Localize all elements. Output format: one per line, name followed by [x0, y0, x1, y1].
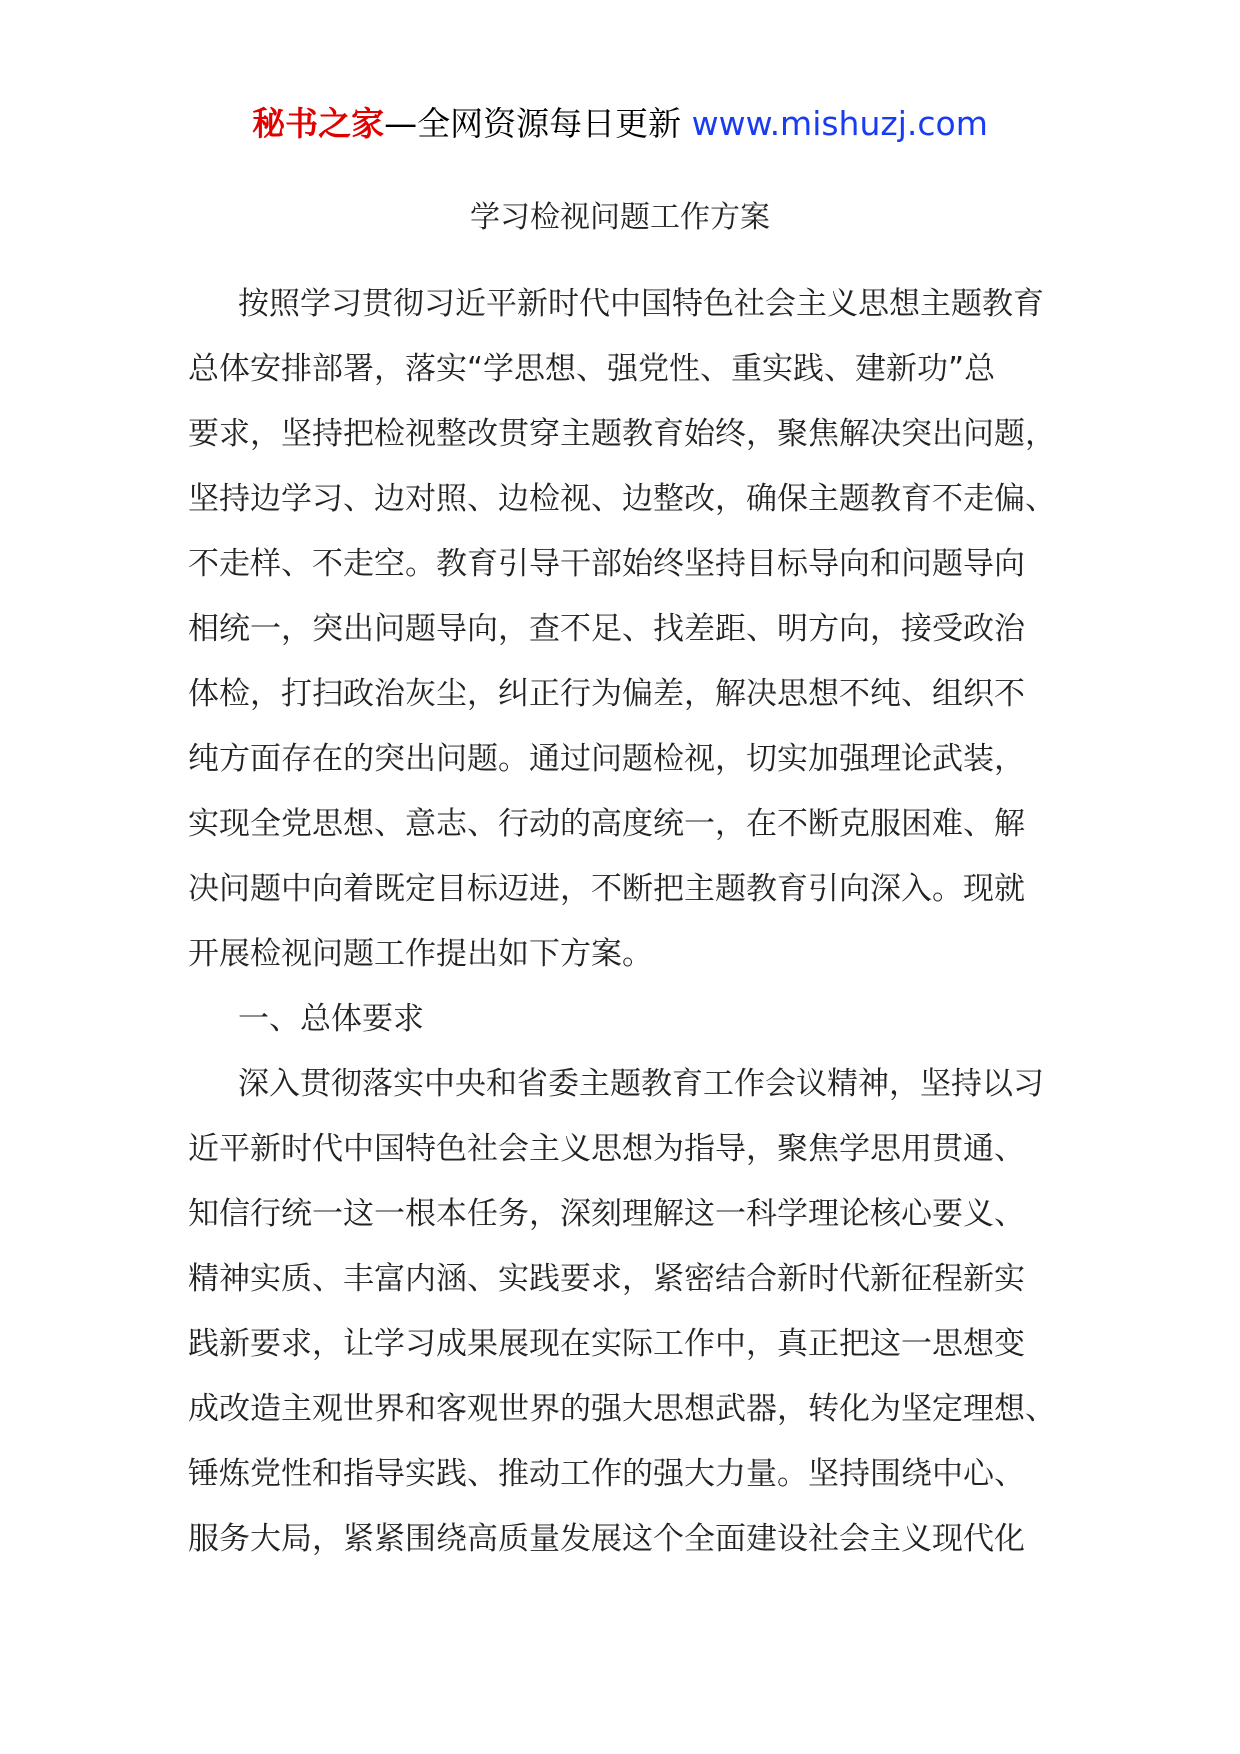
- paragraph-line: 锤炼党性和指导实践、推动工作的强大力量。坚持围绕中心、: [188, 1456, 1025, 1492]
- paragraph-line: 知信行统一这一根本任务，深刻理解这一科学理论核心要义、: [188, 1196, 1025, 1232]
- document-body: [188, 272, 1058, 1572]
- paragraph-line: 要求，坚持把检视整改贯穿主题教育始终，聚焦解决突出问题，: [188, 416, 1056, 452]
- paragraph-line: 不走样、不走空。教育引导干部始终坚持目标导向和问题导向: [188, 546, 1025, 582]
- paragraph-line: 总体安排部署，落实“学思想、强党性、重实践、建新功”总: [188, 351, 996, 387]
- paragraph-line: 开展检视问题工作提出如下方案。: [188, 936, 653, 972]
- paragraph-line: 决问题中向着既定目标迈进，不断把主题教育引向深入。现就: [188, 871, 1025, 907]
- paragraph-line: 践新要求，让学习成果展现在实际工作中，真正把这一思想变: [188, 1326, 1025, 1362]
- paragraph-line: 深入贯彻落实中央和省委主题教育工作会议精神，坚持以习: [238, 1066, 1044, 1102]
- paragraph-line: 按照学习贯彻习近平新时代中国特色社会主义思想主题教育: [238, 286, 1044, 322]
- header-slogan: —全网资源每日更新: [384, 104, 692, 143]
- paragraph-line: 实现全党思想、意志、行动的高度统一，在不断克服困难、解: [188, 806, 1025, 842]
- document-title: 学习检视问题工作方案: [470, 200, 770, 235]
- section-heading: 一、总体要求: [238, 1001, 424, 1037]
- paragraph-line: 近平新时代中国特色社会主义思想为指导，聚焦学思用贯通、: [188, 1131, 1025, 1167]
- paragraph-line: 服务大局，紧紧围绕高质量发展这个全面建设社会主义现代化: [188, 1521, 1025, 1557]
- paragraph-line: 坚持边学习、边对照、边检视、边整改，确保主题教育不走偏、: [188, 481, 1056, 517]
- paragraph-line: 体检，打扫政治灰尘，纠正行为偏差，解决思想不纯、组织不: [188, 676, 1025, 712]
- paragraph-line: 成改造主观世界和客观世界的强大思想武器，转化为坚定理想、: [188, 1391, 1056, 1427]
- paragraph-line: 相统一，突出问题导向，查不足、找差距、明方向，接受政治: [188, 611, 1025, 647]
- brand-name: 秘书之家: [252, 104, 385, 143]
- paragraph-line: 纯方面存在的突出问题。通过问题检视，切实加强理论武装，: [188, 741, 1025, 777]
- site-header: [0, 100, 1240, 148]
- paragraph-line: 精神实质、丰富内涵、实践要求，紧密结合新时代新征程新实: [188, 1261, 1025, 1297]
- site-url-link[interactable]: www.mishuzj.com: [691, 104, 988, 143]
